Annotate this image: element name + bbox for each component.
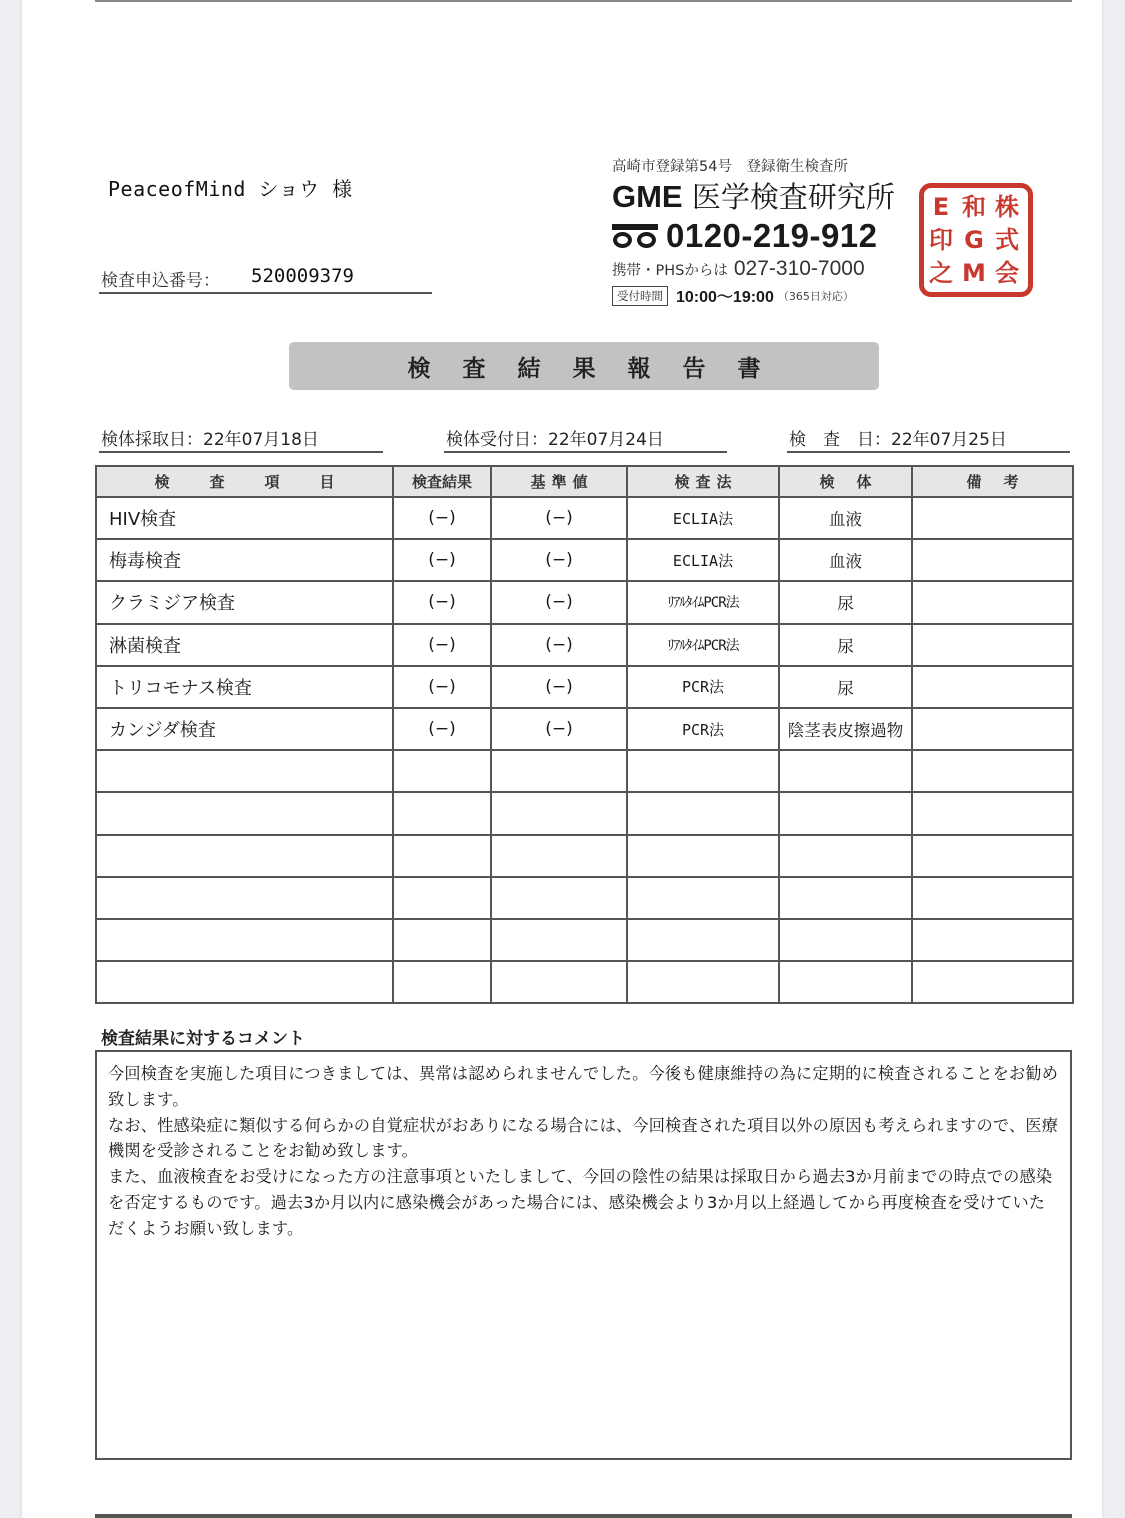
results-table: [95, 465, 1074, 1004]
cell-empty: [627, 961, 779, 1003]
cell-item: クラミジア検査: [96, 581, 393, 623]
cell-empty: [627, 835, 779, 877]
cell-empty: [779, 792, 912, 834]
table-row-empty: [96, 961, 1073, 1003]
cell-empty: [96, 961, 393, 1003]
seal-column: 株 式 会: [995, 193, 1019, 287]
cell-result: (−): [393, 539, 491, 581]
cell-result: (−): [393, 708, 491, 750]
application-number-label: 検査申込番号：: [101, 271, 220, 291]
table-row-empty: [96, 792, 1073, 834]
cell-result: (−): [393, 624, 491, 666]
table-row-empty: [96, 835, 1073, 877]
cell-reference: (−): [491, 708, 627, 750]
cell-empty: [491, 750, 627, 792]
lab-name: [612, 179, 895, 214]
collection-date-field: [99, 423, 383, 453]
cell-empty: [912, 919, 1073, 961]
cell-specimen: 尿: [779, 624, 912, 666]
seal-column: E 印 之: [929, 193, 953, 287]
cell-item: HIV検査: [96, 497, 393, 539]
comment-text: 今回検査を実施した項目につきましては、異常は認められませんでした。今後も健康維持の為に定期的に検査されることをお勧め致します。 なお、性感染症に類似する何らかの自覚症状がおありになる場合には、今回検査された項目以外の原因も考えられますので、医療機関を受診されることをお勧め致します。 また、血液検査をお受けになった方の注意事項といたしまして、今回の陰性の結果は採取日から過去3か月前までの時点での感染を否定するものです。過去3か月以内に感染機会があった場合には、感染機会より3か月以上経過してから再度検査を受けていただくようお願い致します。: [108, 1064, 1059, 1238]
application-number-field: [99, 264, 432, 294]
test-date-value: 22年07月25日: [891, 430, 1007, 450]
cell-empty: [96, 750, 393, 792]
top-rule: [95, 0, 1072, 2]
cell-empty: [393, 919, 491, 961]
table-body: [96, 497, 1073, 1003]
cell-empty: [96, 792, 393, 834]
table-row: [96, 708, 1073, 750]
cell-empty: [491, 877, 627, 919]
table-header-row: [96, 466, 1073, 497]
cell-empty: [393, 835, 491, 877]
cell-empty: [779, 750, 912, 792]
cell-empty: [912, 877, 1073, 919]
test-date-field: [787, 423, 1070, 453]
cell-empty: [779, 835, 912, 877]
cell-method: ECLIA法: [627, 539, 779, 581]
header-result: 検査結果: [393, 466, 491, 497]
mobile-contact: [612, 257, 892, 281]
cell-empty: [96, 919, 393, 961]
table-row-empty: [96, 877, 1073, 919]
cell-item: カンジダ検査: [96, 708, 393, 750]
received-date-value: 22年07月24日: [548, 430, 664, 450]
cell-empty: [779, 919, 912, 961]
header-remarks: 備考: [912, 466, 1073, 497]
header-method: 検査法: [627, 466, 779, 497]
reception-hours: [612, 284, 892, 307]
cell-specimen: 尿: [779, 581, 912, 623]
cell-empty: [393, 792, 491, 834]
cell-item: トリコモナス検査: [96, 666, 393, 708]
lab-registration: 高崎市登録第54号 登録衛生検査所: [612, 159, 848, 175]
cell-empty: [491, 961, 627, 1003]
collection-date-label: 検体採取日：: [101, 430, 203, 450]
cell-empty: [393, 961, 491, 1003]
header-specimen: 検体: [779, 466, 912, 497]
cell-empty: [393, 750, 491, 792]
cell-empty: [912, 750, 1073, 792]
cell-empty: [627, 877, 779, 919]
company-seal-icon: [919, 183, 1033, 297]
collection-date-value: 22年07月18日: [203, 430, 319, 450]
hours-value: 10:00〜19:00: [676, 289, 774, 306]
cell-empty: [627, 919, 779, 961]
lab-brand: GME: [612, 179, 683, 214]
cell-specimen: 血液: [779, 539, 912, 581]
table-row: [96, 497, 1073, 539]
cell-empty: [491, 835, 627, 877]
cell-empty: [912, 835, 1073, 877]
cell-method: PCR法: [627, 666, 779, 708]
table-row-empty: [96, 750, 1073, 792]
comment-box: [95, 1050, 1072, 1460]
header-reference: 基準値: [491, 466, 627, 497]
cell-empty: [96, 877, 393, 919]
cell-method: ﾘｱﾙﾀｲﾑPCR法: [627, 581, 779, 623]
cell-remarks: [912, 624, 1073, 666]
header-item: 検査項目: [96, 466, 393, 497]
cell-empty: [912, 792, 1073, 834]
table-row: [96, 539, 1073, 581]
cell-specimen: 尿: [779, 666, 912, 708]
seal-column: 和 G M: [962, 193, 986, 287]
report-page: [22, 0, 1102, 1518]
cell-result: (−): [393, 581, 491, 623]
cell-method: PCR法: [627, 708, 779, 750]
cell-empty: [96, 835, 393, 877]
cell-specimen: 血液: [779, 497, 912, 539]
cell-item: 淋菌検査: [96, 624, 393, 666]
hours-label: 受付時間: [612, 286, 668, 306]
cell-reference: (−): [491, 539, 627, 581]
cell-reference: (−): [491, 497, 627, 539]
report-title-bar: [289, 342, 879, 390]
cell-empty: [393, 877, 491, 919]
cell-empty: [779, 877, 912, 919]
cell-remarks: [912, 666, 1073, 708]
cell-empty: [491, 792, 627, 834]
mobile-label: 携帯・PHSからは: [612, 263, 728, 279]
freedial-icon: [612, 224, 658, 248]
lab-name-text: 医学検査研究所: [691, 180, 895, 214]
cell-reference: (−): [491, 666, 627, 708]
test-date-label: 検 査 日：: [789, 430, 891, 450]
cell-reference: (−): [491, 581, 627, 623]
table-row-empty: [96, 919, 1073, 961]
cell-empty: [779, 961, 912, 1003]
freedial: [612, 217, 892, 255]
cell-item: 梅毒検査: [96, 539, 393, 581]
cell-result: (−): [393, 666, 491, 708]
hours-note: （365日対応）: [777, 289, 854, 303]
cell-remarks: [912, 539, 1073, 581]
cell-specimen: 陰茎表皮擦過物: [779, 708, 912, 750]
cell-remarks: [912, 708, 1073, 750]
cell-empty: [627, 750, 779, 792]
table-row: [96, 624, 1073, 666]
cell-empty: [491, 919, 627, 961]
table-row: [96, 581, 1073, 623]
received-date-field: [444, 423, 727, 453]
recipient-name: PeaceofMind ショウ 様: [108, 177, 353, 201]
cell-reference: (−): [491, 624, 627, 666]
cell-empty: [627, 792, 779, 834]
comment-label: 検査結果に対するコメント: [101, 1029, 305, 1049]
application-number-value: 520009379: [251, 265, 354, 287]
report-title: 検査結果報告書: [407, 355, 793, 382]
laboratory-info: [612, 155, 895, 307]
cell-method: ECLIA法: [627, 497, 779, 539]
cell-result: (−): [393, 497, 491, 539]
cell-remarks: [912, 581, 1073, 623]
mobile-number[interactable]: 027-310-7000: [733, 257, 865, 280]
cell-method: ﾘｱﾙﾀｲﾑPCR法: [627, 624, 779, 666]
table-row: [96, 666, 1073, 708]
cell-empty: [912, 961, 1073, 1003]
cell-remarks: [912, 497, 1073, 539]
bottom-rule: [95, 1514, 1072, 1518]
freedial-number[interactable]: 0120-219-912: [666, 217, 878, 254]
received-date-label: 検体受付日：: [446, 430, 548, 450]
